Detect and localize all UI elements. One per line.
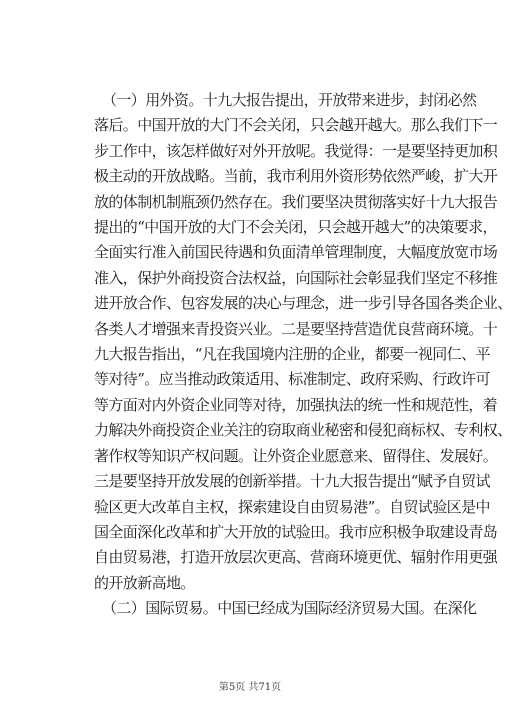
text-line: 三是要坚持开放发展的创新举措。十九大报告提出“赋予自贸试 bbox=[94, 472, 490, 491]
body-text bbox=[94, 88, 512, 622]
text-line: （二）国际贸易。中国已经成为国际经济贸易大国。在深化 bbox=[102, 599, 477, 618]
text-line: 国全面深化改革和扩大开放的试验田。我市应积极争取建设青岛 bbox=[94, 522, 498, 541]
text-line: 的开放新高地。 bbox=[94, 573, 195, 592]
text-line: 极主动的开放战略。当前，我市利用外资形势依然严峻，扩大开 bbox=[94, 167, 498, 186]
text-line: 九大报告指出，“凡在我国境内注册的企业，都要一视同仁、平 bbox=[94, 345, 490, 364]
text-line: 进开放合作、包容发展的决心与理念，进一步引导各国各类企业、 bbox=[94, 294, 512, 313]
text-line: 全面实行准入前国民待遇和负面清单管理制度，大幅度放宽市场 bbox=[94, 243, 498, 262]
text-line: 步工作中，该怎样做好对外开放呢。我觉得：一是要坚持更加积 bbox=[94, 141, 498, 160]
text-line: （一）用外资。十九大报告提出，开放带来进步，封闭必然 bbox=[102, 91, 477, 109]
text-line: 自由贸易港，打造开放层次更高、营商环境更优、辐射作用更强 bbox=[94, 548, 498, 567]
text-line: 准入，保护外商投资合法权益，向国际社会彰显我们坚定不移推 bbox=[94, 268, 498, 287]
text-line: 等方面对内外资企业同等对待，加强执法的统一性和规范性，着 bbox=[94, 395, 498, 414]
text-line: 等对待”。应当推动政策适用、标准制定、政府采购、行政许可 bbox=[94, 370, 490, 389]
text-line: 力解决外商投资企业关注的窃取商业秘密和侵犯商标权、专利权、 bbox=[94, 421, 512, 440]
text-line: 放的体制机制瓶颈仍然存在。我们要坚决贯彻落实好十九大报告 bbox=[94, 192, 498, 211]
text-line: 著作权等知识产权问题。让外资企业愿意来、留得住、发展好。 bbox=[94, 446, 498, 465]
text-line: 验区更大改革自主权，探索建设自由贸易港”。自贸试验区是中 bbox=[94, 497, 490, 516]
text-line: 落后。中国开放的大门不会关闭，只会越开越大。那么我们下一 bbox=[94, 116, 498, 135]
text-line: 各类人才增强来青投资兴业。二是要坚持营造优良营商环境。十 bbox=[94, 319, 498, 338]
text-line: 提出的“中国开放的大门不会关闭，只会越开越大”的决策要求， bbox=[94, 218, 497, 237]
page-footer: 第5页 共71页 bbox=[218, 682, 282, 693]
